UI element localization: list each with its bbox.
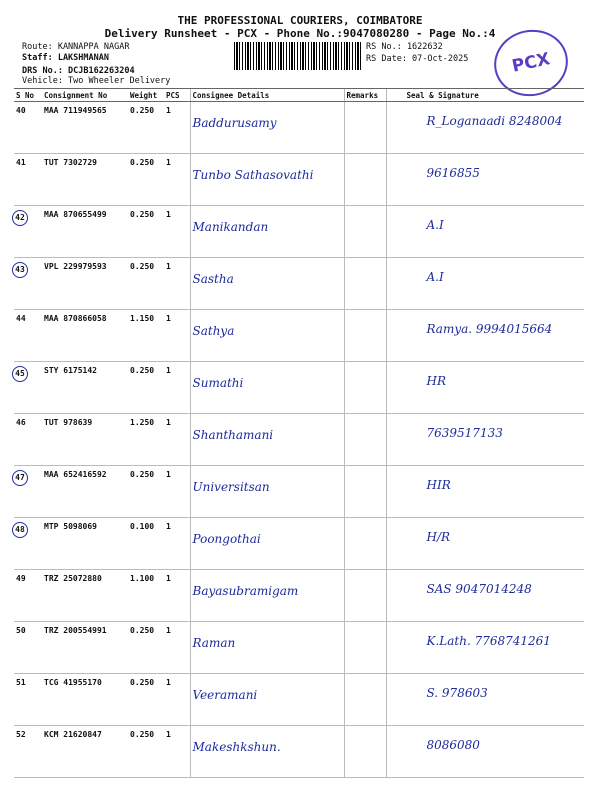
row-remarks <box>344 310 386 362</box>
drs-label: DRS No.: DCJB162263204 <box>22 66 135 76</box>
row-pcs <box>164 414 190 466</box>
row-signature-handwritten <box>386 466 584 518</box>
row-pcs <box>164 622 190 674</box>
staff-label: Staff: LAKSHMANAN <box>22 53 109 63</box>
row-consignment <box>42 622 128 674</box>
row-weight-text: 0.250 <box>130 210 155 219</box>
row-signature-handwritten <box>386 414 584 466</box>
row-consignment <box>42 466 128 518</box>
table-row <box>14 362 584 414</box>
table-row <box>14 518 584 570</box>
row-remarks <box>344 466 386 518</box>
row-sno-text: 51 <box>16 678 26 687</box>
row-weight-text: 1.250 <box>130 418 155 427</box>
row-sno-text: 46 <box>16 418 26 427</box>
row-remarks <box>344 102 386 154</box>
row-pcs <box>164 258 190 310</box>
row-consignee-handwritten-text: Poongothai <box>192 532 261 546</box>
row-pcs-text: 1 <box>166 314 171 323</box>
table-row <box>14 102 584 154</box>
row-consignment <box>42 258 128 310</box>
row-sno <box>14 466 42 518</box>
row-weight <box>128 206 164 258</box>
row-consignment <box>42 206 128 258</box>
row-pcs <box>164 570 190 622</box>
row-signature-handwritten-text: HR <box>426 374 446 388</box>
row-sno-text: 48 <box>12 522 28 538</box>
row-signature-handwritten-text: HIR <box>426 478 451 492</box>
row-sno <box>14 102 42 154</box>
row-weight <box>128 466 164 518</box>
row-weight-text: 1.100 <box>130 574 155 583</box>
row-weight <box>128 518 164 570</box>
table-row <box>14 622 584 674</box>
row-pcs <box>164 310 190 362</box>
row-consignee-handwritten-text: Raman <box>192 636 236 650</box>
row-consignment <box>42 414 128 466</box>
row-consignee-handwritten <box>190 518 344 570</box>
row-sno <box>14 518 42 570</box>
row-pcs <box>164 726 190 778</box>
row-consignee-handwritten <box>190 466 344 518</box>
col-weight: Weight <box>128 89 164 102</box>
row-signature-handwritten-text: H/R <box>426 530 451 544</box>
row-consignment <box>42 726 128 778</box>
row-signature-handwritten <box>386 570 584 622</box>
row-consignment <box>42 102 128 154</box>
row-pcs-text: 1 <box>166 262 171 271</box>
row-consignee-handwritten <box>190 726 344 778</box>
table-row <box>14 414 584 466</box>
row-weight-text: 0.250 <box>130 470 155 479</box>
row-weight-text: 0.250 <box>130 106 155 115</box>
row-signature-handwritten <box>386 258 584 310</box>
row-consignee-handwritten-text: Universitsan <box>192 480 270 494</box>
row-consignee-handwritten-text: Baddurusamy <box>192 116 277 130</box>
row-consignee-handwritten <box>190 154 344 206</box>
row-sno-text: 47 <box>12 470 28 486</box>
table-row <box>14 570 584 622</box>
row-signature-handwritten <box>386 206 584 258</box>
table-row <box>14 258 584 310</box>
row-consignee-handwritten <box>190 258 344 310</box>
table-row <box>14 674 584 726</box>
row-sno <box>14 726 42 778</box>
row-signature-handwritten <box>386 154 584 206</box>
row-pcs-text: 1 <box>166 366 171 375</box>
row-signature-handwritten <box>386 310 584 362</box>
row-weight-text: 0.250 <box>130 678 155 687</box>
row-consignee-handwritten-text: Shanthamani <box>192 428 274 442</box>
row-consignment <box>42 310 128 362</box>
row-pcs <box>164 102 190 154</box>
row-consignee-handwritten <box>190 102 344 154</box>
row-consignment-text: TRZ 200554991 <box>44 626 107 635</box>
row-sno <box>14 362 42 414</box>
row-pcs <box>164 362 190 414</box>
row-sno-text: 42 <box>12 210 28 226</box>
row-weight-text: 0.250 <box>130 626 155 635</box>
table-row <box>14 154 584 206</box>
row-pcs-text: 1 <box>166 522 171 531</box>
row-signature-handwritten-text: A.I <box>426 218 444 232</box>
col-remarks: Remarks <box>344 89 386 102</box>
row-pcs-text: 1 <box>166 574 171 583</box>
row-consignment <box>42 674 128 726</box>
row-signature-handwritten-text: Ramya. 9994015664 <box>426 322 553 336</box>
row-weight <box>128 570 164 622</box>
row-consignee-handwritten-text: Sumathi <box>192 376 244 390</box>
row-weight <box>128 674 164 726</box>
row-signature-handwritten <box>386 726 584 778</box>
row-weight <box>128 310 164 362</box>
row-sno-text: 40 <box>16 106 26 115</box>
table-row <box>14 466 584 518</box>
row-signature-handwritten <box>386 674 584 726</box>
pcx-stamp: PCX <box>488 23 574 103</box>
row-consignee-handwritten-text: Manikandan <box>192 220 269 234</box>
row-pcs-text: 1 <box>166 210 171 219</box>
col-signature: Seal & Signature <box>386 89 584 102</box>
row-sno-text: 52 <box>16 730 26 739</box>
row-pcs-text: 1 <box>166 678 171 687</box>
row-consignment-text: TUT 978639 <box>44 418 93 427</box>
row-signature-handwritten-text: SAS 9047014248 <box>426 582 532 596</box>
row-pcs-text: 1 <box>166 158 171 167</box>
row-pcs-text: 1 <box>166 418 171 427</box>
row-consignee-handwritten-text: Sathya <box>192 324 235 338</box>
row-remarks <box>344 258 386 310</box>
row-remarks <box>344 414 386 466</box>
row-consignment-text: KCM 21620847 <box>44 730 102 739</box>
row-consignment <box>42 518 128 570</box>
row-pcs-text: 1 <box>166 730 171 739</box>
row-consignment-text: TRZ 25072880 <box>44 574 102 583</box>
row-pcs-text: 1 <box>166 626 171 635</box>
row-remarks <box>344 154 386 206</box>
row-consignee-handwritten <box>190 362 344 414</box>
row-weight <box>128 102 164 154</box>
row-signature-handwritten-text: A.I <box>426 270 444 284</box>
row-consignee-handwritten <box>190 206 344 258</box>
row-signature-handwritten-text: K.Lath. 7768741261 <box>426 634 551 648</box>
row-weight-text: 0.250 <box>130 730 155 739</box>
row-consignment <box>42 570 128 622</box>
row-consignee-handwritten <box>190 622 344 674</box>
row-sno <box>14 674 42 726</box>
table-row <box>14 206 584 258</box>
col-pcs: PCS <box>164 89 190 102</box>
row-weight <box>128 154 164 206</box>
row-sno-text: 44 <box>16 314 26 323</box>
row-pcs <box>164 154 190 206</box>
row-weight <box>128 622 164 674</box>
row-pcs <box>164 518 190 570</box>
row-remarks <box>344 622 386 674</box>
row-weight-text: 0.100 <box>130 522 155 531</box>
col-consignee: Consignee Details <box>190 89 344 102</box>
rs-number: RS No.: 1622632 <box>366 42 443 52</box>
row-remarks <box>344 518 386 570</box>
row-remarks <box>344 206 386 258</box>
row-consignee-handwritten <box>190 570 344 622</box>
row-sno <box>14 622 42 674</box>
row-sno <box>14 310 42 362</box>
row-consignment-text: VPL 229979593 <box>44 262 107 271</box>
row-signature-handwritten-text: 8086080 <box>426 738 480 752</box>
table-header-row <box>14 89 584 102</box>
rs-date: RS Date: 07-Oct-2025 <box>366 54 469 64</box>
row-weight <box>128 414 164 466</box>
row-consignee-handwritten-text: Sastha <box>192 272 234 286</box>
row-sno-text: 50 <box>16 626 26 635</box>
row-consignment <box>42 154 128 206</box>
vehicle-label: Vehicle: Two Wheeler Delivery <box>22 76 171 86</box>
route-label: Route: KANNAPPA NAGAR <box>22 42 130 52</box>
row-sno-text: 45 <box>12 366 28 382</box>
row-sno <box>14 570 42 622</box>
row-consignment-text: MAA 711949565 <box>44 106 107 115</box>
row-consignee-handwritten <box>190 414 344 466</box>
row-consignment-text: STY 6175142 <box>44 366 97 375</box>
row-signature-handwritten-text: R_Loganaadi 8248004 <box>426 114 563 128</box>
row-signature-handwritten-text: 9616855 <box>426 166 480 180</box>
row-pcs-text: 1 <box>166 470 171 479</box>
row-pcs-text: 1 <box>166 106 171 115</box>
row-weight <box>128 362 164 414</box>
row-remarks <box>344 362 386 414</box>
row-consignee-handwritten-text: Bayasubramigam <box>192 584 299 598</box>
row-weight-text: 0.250 <box>130 366 155 375</box>
company-title: THE PROFESSIONAL COURIERS, COIMBATORE <box>177 14 423 27</box>
row-sno-text: 43 <box>12 262 28 278</box>
runsheet-subtitle: Delivery Runsheet - PCX - Phone No.:9047080280 - Page No.:4 <box>104 27 496 40</box>
row-consignment-text: MTP 5098069 <box>44 522 97 531</box>
row-consignment-text: TUT 7302729 <box>44 158 97 167</box>
row-sno-text: 41 <box>16 158 26 167</box>
row-consignment-text: MAA 652416592 <box>44 470 107 479</box>
row-sno <box>14 414 42 466</box>
row-signature-handwritten <box>386 362 584 414</box>
row-consignee-handwritten <box>190 674 344 726</box>
row-sno <box>14 206 42 258</box>
row-weight-text: 0.250 <box>130 262 155 271</box>
row-remarks <box>344 726 386 778</box>
row-weight <box>128 258 164 310</box>
row-consignment-text: TCG 41955170 <box>44 678 102 687</box>
row-consignee-handwritten-text: Tunbo Sathasovathi <box>192 168 314 182</box>
row-signature-handwritten <box>386 102 584 154</box>
table-row <box>14 726 584 778</box>
row-signature-handwritten <box>386 622 584 674</box>
row-sno <box>14 258 42 310</box>
row-consignment-text: MAA 870655499 <box>44 210 107 219</box>
row-weight-text: 0.250 <box>130 158 155 167</box>
row-sno-text: 49 <box>16 574 26 583</box>
row-weight <box>128 726 164 778</box>
col-consignment: Consignment No <box>42 89 128 102</box>
row-consignee-handwritten-text: Veeramani <box>192 688 258 702</box>
table-row <box>14 310 584 362</box>
row-consignment <box>42 362 128 414</box>
row-remarks <box>344 570 386 622</box>
row-remarks <box>344 674 386 726</box>
row-consignee-handwritten-text: Makeshkshun. <box>192 740 281 754</box>
row-signature-handwritten-text: 7639517133 <box>426 426 503 440</box>
row-weight-text: 1.150 <box>130 314 155 323</box>
row-consignee-handwritten <box>190 310 344 362</box>
row-sno <box>14 154 42 206</box>
row-signature-handwritten-text: S. 978603 <box>426 686 488 700</box>
row-signature-handwritten <box>386 518 584 570</box>
barcode <box>234 42 362 70</box>
row-pcs <box>164 674 190 726</box>
row-pcs <box>164 466 190 518</box>
col-sno: S No <box>14 89 42 102</box>
row-pcs <box>164 206 190 258</box>
row-consignment-text: MAA 870866058 <box>44 314 107 323</box>
runsheet-table <box>14 88 584 778</box>
